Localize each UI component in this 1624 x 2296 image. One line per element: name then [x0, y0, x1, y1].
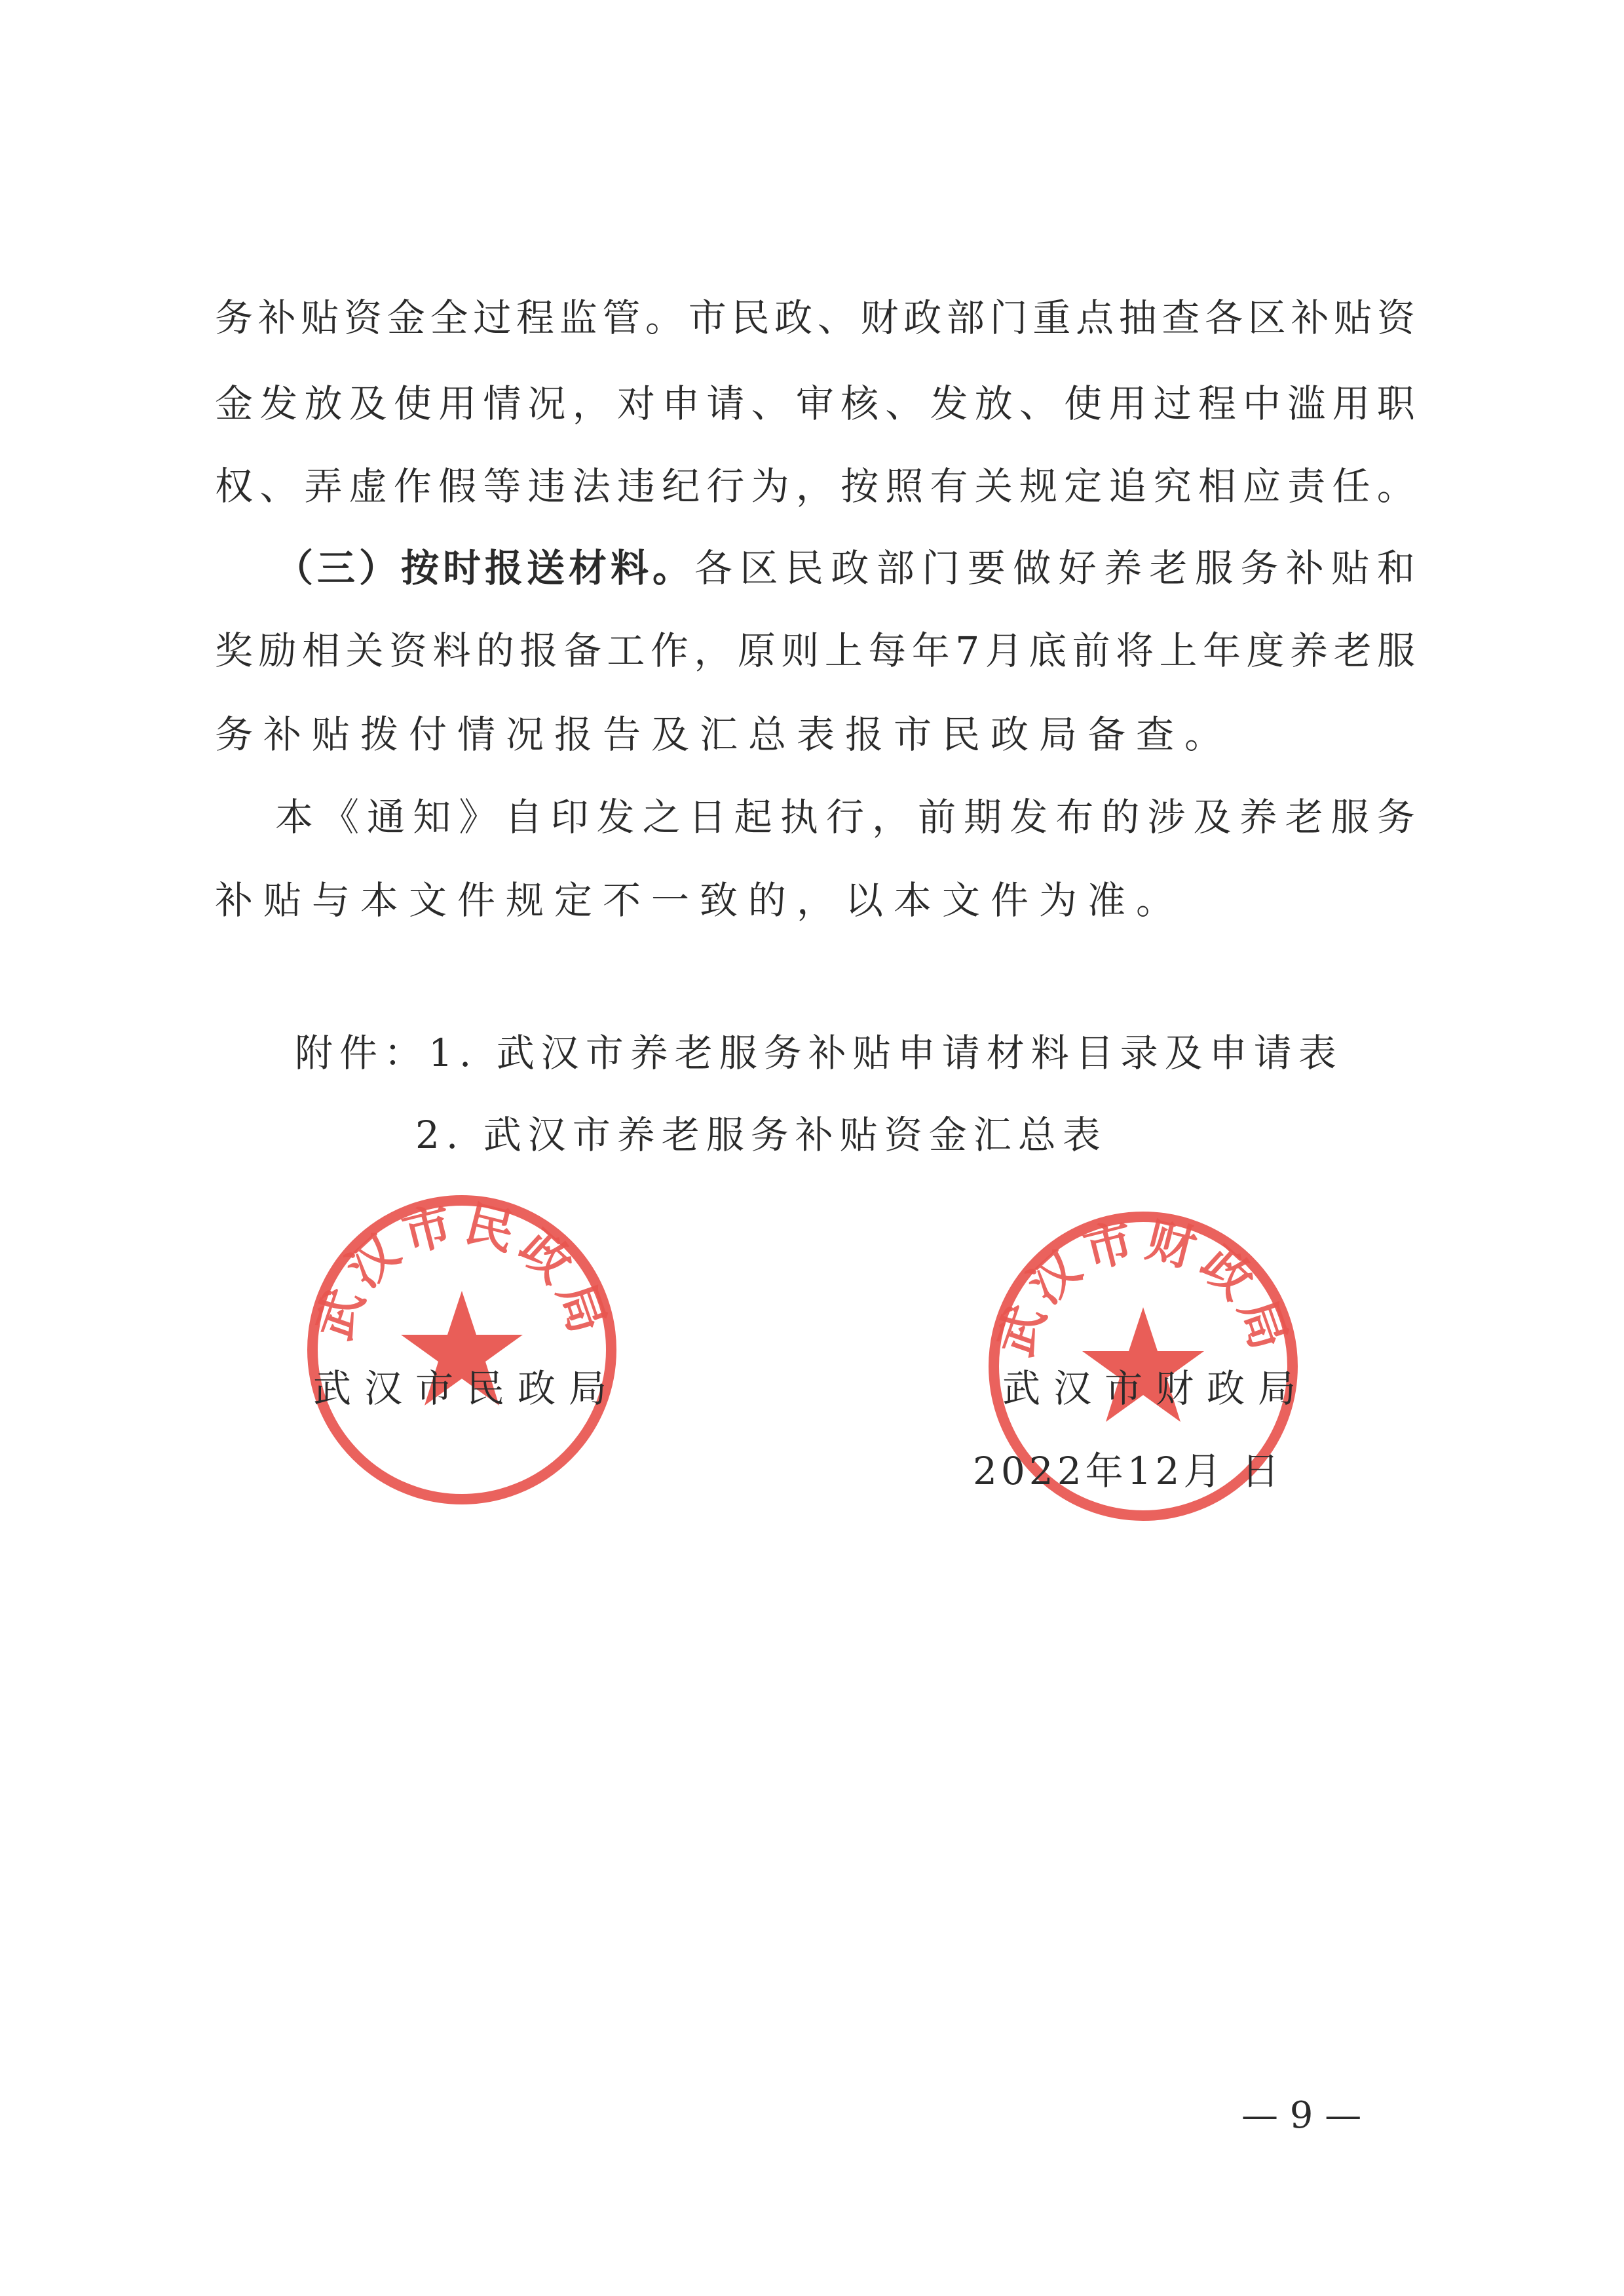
- signature-date: 2022年12月 日: [973, 1449, 1283, 1493]
- left-official-seal: [301, 1189, 622, 1510]
- attachment-item-2: 2. 武汉市养老服务补贴资金汇总表: [415, 1113, 1107, 1157]
- page-number: — 9 —: [1241, 2094, 1362, 2137]
- body-line-6-text: 务补贴拨付情况报告及汇总表报市民政局备查。: [215, 712, 1234, 757]
- attachment-line-1: [295, 1031, 1343, 1075]
- body-line-8: [215, 878, 1185, 923]
- attachment-item-1: 1. 武汉市养老服务补贴申请材料目录及申请表: [428, 1031, 1343, 1075]
- body-line-7: 本 《 通 知 》 自 印 发 之 日 起 执 行 ， 前 期 发 布 的 涉 及 养 老 服 务: [275, 795, 1415, 839]
- signature-org-2: 武汉市财政局: [1002, 1366, 1310, 1411]
- body-line-5: 奖 励 相 关 资 料 的 报 备 工 作 ， 原 则 上 每 年 7 月 底 前 将 上 年 度 养 老 服: [215, 628, 1415, 673]
- body-line-1: 务 补 贴 资 金 全 过 程 监 管 。 市 民 政 、 财 政 部 门 重 点 抽 查 各 区 补 贴 资: [215, 296, 1415, 340]
- body-line-4: [275, 546, 1415, 590]
- svg-text:武汉市财政局: 武汉市财政局: [987, 1211, 1300, 1363]
- body-line-8-text: 补贴与本文件规定不一致的，以本文件为准。: [215, 878, 1185, 923]
- body-line-2: 金 发 放 及 使 用 情 况 ， 对 申 请 、 审 核 、 发 放 、 使 用 过 程 中 滥 用 职: [215, 381, 1415, 426]
- section-heading: （三）按时报送材料。: [275, 546, 695, 590]
- attachment-line-2: [415, 1113, 1107, 1157]
- signature-org-1: 武汉市民政局: [313, 1366, 620, 1411]
- svg-text:武汉市民政局: 武汉市民政局: [305, 1195, 618, 1347]
- body-line-4-rest: 各 区 民 政 部 门 要 做 好 养 老 服 务 补 贴 和: [694, 546, 1415, 590]
- body-line-3: 权 、 弄 虚 作 假 等 违 法 违 纪 行 为 ， 按 照 有 关 规 定 追 究 相 应 责 任 。: [215, 464, 1415, 508]
- attachment-label: 附件：: [295, 1031, 429, 1075]
- body-line-6: [215, 712, 1234, 757]
